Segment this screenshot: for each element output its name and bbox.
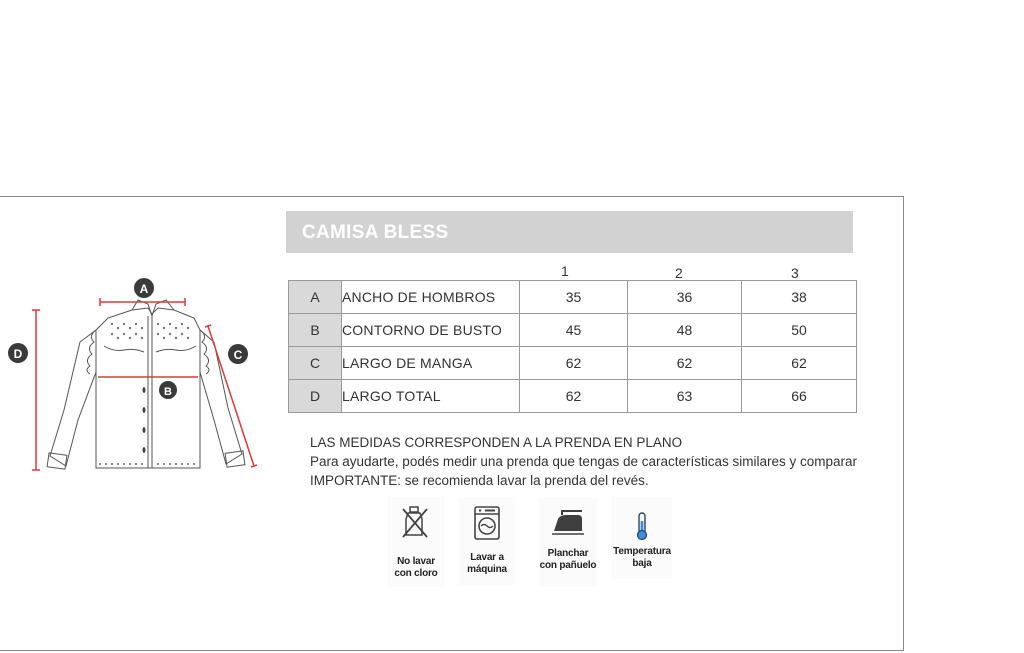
cell-value: 50: [742, 314, 857, 347]
cell-value: 48: [628, 314, 742, 347]
svg-text:B: B: [164, 386, 172, 398]
size-header-1: 1: [561, 263, 569, 279]
care-iron: [539, 497, 597, 587]
care-caption: Temperatura: [613, 546, 671, 557]
cell-value: 62: [520, 347, 628, 380]
thermometer-icon: [634, 511, 650, 541]
table-row: [289, 347, 857, 380]
cell-value: 62: [520, 380, 628, 413]
washing-machine-icon: [472, 505, 502, 541]
title-bar: [286, 211, 853, 253]
care-caption: máquina: [467, 564, 507, 575]
svg-text:A: A: [139, 282, 149, 296]
note-compare: Para ayudarte, podés medir una prenda que tengas de características similares y comparar: [310, 454, 858, 469]
cell-value: 45: [520, 314, 628, 347]
size-header-3: 3: [791, 265, 799, 281]
cell-value: 62: [742, 347, 857, 380]
marker-d: [8, 343, 28, 363]
size-table: [288, 280, 857, 413]
product-title: CAMISA BLESS: [302, 222, 449, 243]
row-letter: D: [289, 380, 342, 413]
row-label: CONTORNO DE BUSTO: [342, 314, 520, 347]
care-no-bleach: [388, 497, 444, 587]
care-low-temperature: [612, 497, 672, 579]
measurement-notes: [310, 433, 857, 490]
row-label: LARGO DE MANGA: [342, 347, 520, 380]
shirt-diagram: [0, 270, 270, 480]
care-caption: con cloro: [394, 568, 438, 579]
marker-c: [228, 344, 248, 364]
row-label: ANCHO DE HOMBROS: [342, 281, 520, 314]
cell-value: 63: [628, 380, 742, 413]
care-caption: Planchar: [547, 548, 589, 559]
cell-value: 36: [628, 281, 742, 314]
iron-icon: [548, 507, 588, 537]
row-letter: C: [289, 347, 342, 380]
table-row: [289, 281, 857, 314]
care-caption: Lavar a: [470, 552, 504, 563]
care-caption: No lavar: [397, 556, 435, 567]
cell-value: 66: [742, 380, 857, 413]
svg-text:C: C: [233, 348, 243, 362]
cell-value: 62: [628, 347, 742, 380]
marker-b: [159, 381, 177, 399]
note-important: IMPORTANTE: se recomienda lavar la prenda del revés.: [310, 473, 649, 488]
note-flat: LAS MEDIDAS CORRESPONDEN A LA PRENDA EN PLANO: [310, 435, 683, 450]
no-bleach-icon: [400, 505, 432, 539]
table-row: [289, 380, 857, 413]
table-row: [289, 314, 857, 347]
row-label: LARGO TOTAL: [342, 380, 520, 413]
cell-value: 38: [742, 281, 857, 314]
care-caption: con pañuelo: [539, 560, 597, 571]
marker-a: [134, 278, 154, 298]
cell-value: 35: [520, 281, 628, 314]
row-letter: A: [289, 281, 342, 314]
care-caption: baja: [632, 558, 652, 569]
svg-text:D: D: [13, 347, 23, 361]
size-header-2: 2: [675, 265, 683, 281]
care-machine-wash: [459, 497, 515, 585]
row-letter: B: [289, 314, 342, 347]
